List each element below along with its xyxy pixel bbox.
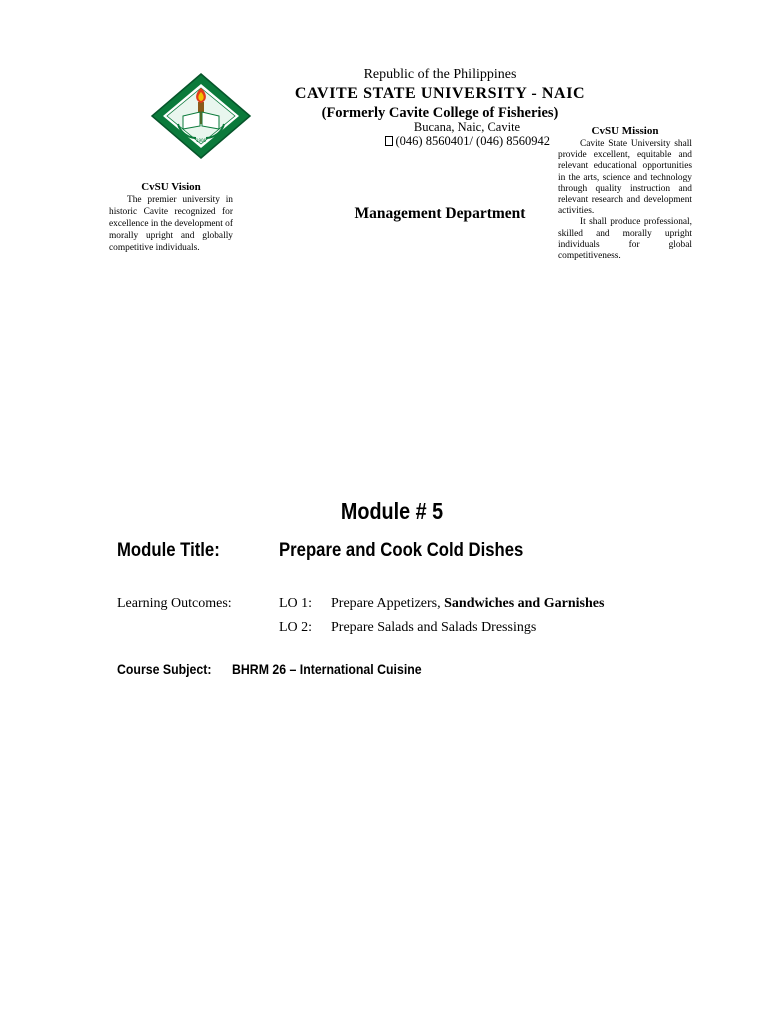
university-name: CAVITE STATE UNIVERSITY - NAIC xyxy=(294,85,586,102)
mission-paragraph-2: It shall produce professional, skilled and morally upright individuals for global competitiveness. xyxy=(558,217,692,262)
lo-text: Prepare Salads and Salads Dressings xyxy=(331,620,537,635)
vision-title: CvSU Vision xyxy=(141,181,201,193)
lo-code: LO 1: xyxy=(279,596,313,611)
university-seal-icon xyxy=(150,72,252,160)
letterhead xyxy=(240,66,640,122)
module-title-label: Module Title: xyxy=(117,540,220,561)
mission-paragraph-1: Cavite State University shall provide excellent, equitable and relevant educational opportunities in the arts, science and technology through quality instruction and relevant research and development activities. xyxy=(558,139,692,217)
learning-outcomes-label: Learning Outcomes: xyxy=(117,596,232,611)
address: Bucana, Naic, Cavite xyxy=(413,120,521,134)
former-name: (Formerly Cavite College of Fisheries) xyxy=(321,105,559,121)
learning-outcome-2 xyxy=(279,619,536,637)
vision-block xyxy=(109,180,233,254)
university-seal-logo xyxy=(150,72,252,160)
module-number: Module # 5 xyxy=(340,498,444,524)
phone-line xyxy=(340,134,550,149)
department-name: Management Department xyxy=(354,205,526,222)
vision-text: The premier university in historic Cavite recognized for excellence in the development of morally upright and globally competitive individuals. xyxy=(109,195,233,253)
learning-outcome-1 xyxy=(279,595,604,613)
phone-numbers: (046) 8560401/ (046) 8560942 xyxy=(395,134,550,148)
course-subject-label: Course Subject: xyxy=(117,661,212,677)
mission-block xyxy=(558,124,692,262)
lo-text-bold: Sandwiches and Garnishes xyxy=(444,596,605,611)
lo-code: LO 2: xyxy=(279,620,313,635)
phone-icon xyxy=(385,136,393,146)
republic-line: Republic of the Philippines xyxy=(363,67,517,82)
course-subject-value: BHRM 26 – International Cuisine xyxy=(232,661,422,677)
module-title-value: Prepare and Cook Cold Dishes xyxy=(279,540,524,561)
mission-title: CvSU Mission xyxy=(591,125,659,137)
lo-text: Prepare Appetizers, xyxy=(331,596,445,611)
svg-text:1906: 1906 xyxy=(195,138,207,143)
